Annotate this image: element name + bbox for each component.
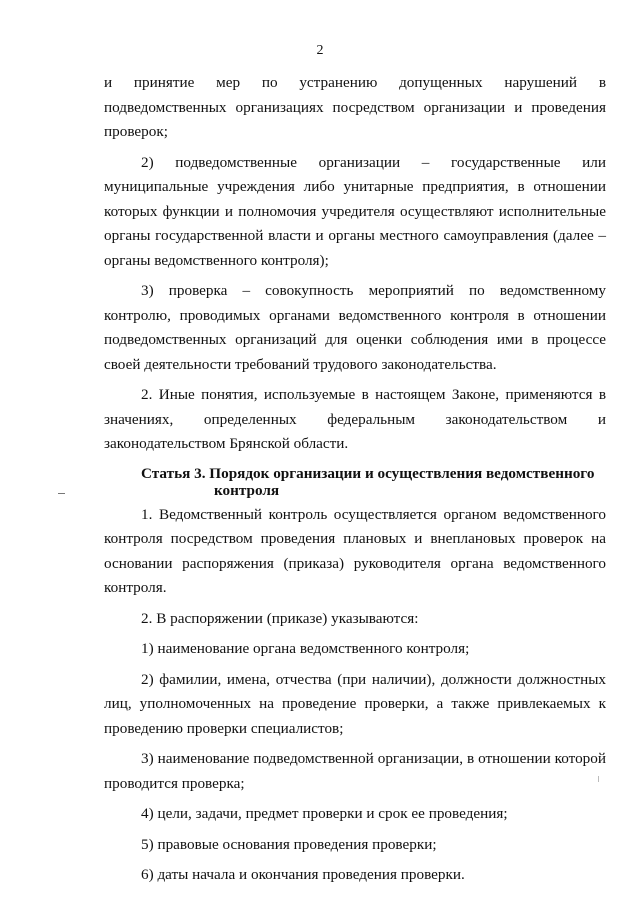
paragraph: 1. Ведомственный контроль осуществляется органом ведомственного контроля посредством проведения плановых и внеплановых проверок на основании распоряжения (приказа) руководителя органа ведомственного контроля. <box>104 505 606 596</box>
paragraph: 3) проверка – совокупность мероприятий по ведомственному контролю, проводимых органами ведомственного контроля в отношении подведомственных организаций для оценки соблюдения ими в процессе своей деятельности требований трудового законодательства. <box>104 282 606 373</box>
list-item: 2) фамилии, имена, отчества (при наличии), должности должностных лиц, уполномоченных на проведение проверки, а также привлекаемых к проведению проверки специалистов; <box>104 670 606 737</box>
document-body <box>104 71 606 888</box>
paragraph: 2) подведомственные организации – государственные или муниципальные учреждения либо унитарные предприятия, в отношении которых функции и полномочия учредителя осуществляют исполнительные органы государственной власти и органы местного самоуправления (далее – органы ведомственного контроля); <box>104 153 606 269</box>
list-item: 5) правовые основания проведения проверки; <box>141 835 437 853</box>
article-heading <box>104 465 606 499</box>
paragraph: 2. Иные понятия, используемые в настоящем Законе, применяются в значениях, определенных федеральным законодательством и законодательством Брянской области. <box>104 386 606 452</box>
list-item: 1) наименование органа ведомственного контроля; <box>141 640 470 657</box>
paragraph: 2. В распоряжении (приказе) указываются: <box>141 609 419 627</box>
paragraph: и принятие мер по устранению допущенных нарушений в подведомственных организациях посредством организации и проведения проверок; <box>104 74 606 140</box>
list-item: 3) наименование подведомственной организации, в отношении которой проводится проверка; <box>104 750 606 792</box>
list-item: 6) даты начала и окончания проведения проверки. <box>141 866 465 883</box>
article-heading-line: контроля <box>214 481 280 499</box>
page-number: 2 <box>316 43 324 58</box>
article-heading-line: Статья 3. Порядок организации и осуществления ведомственного <box>141 464 595 482</box>
list-item: 4) цели, задачи, предмет проверки и срок ее проведения; <box>141 805 508 822</box>
scan-mark <box>58 493 65 494</box>
